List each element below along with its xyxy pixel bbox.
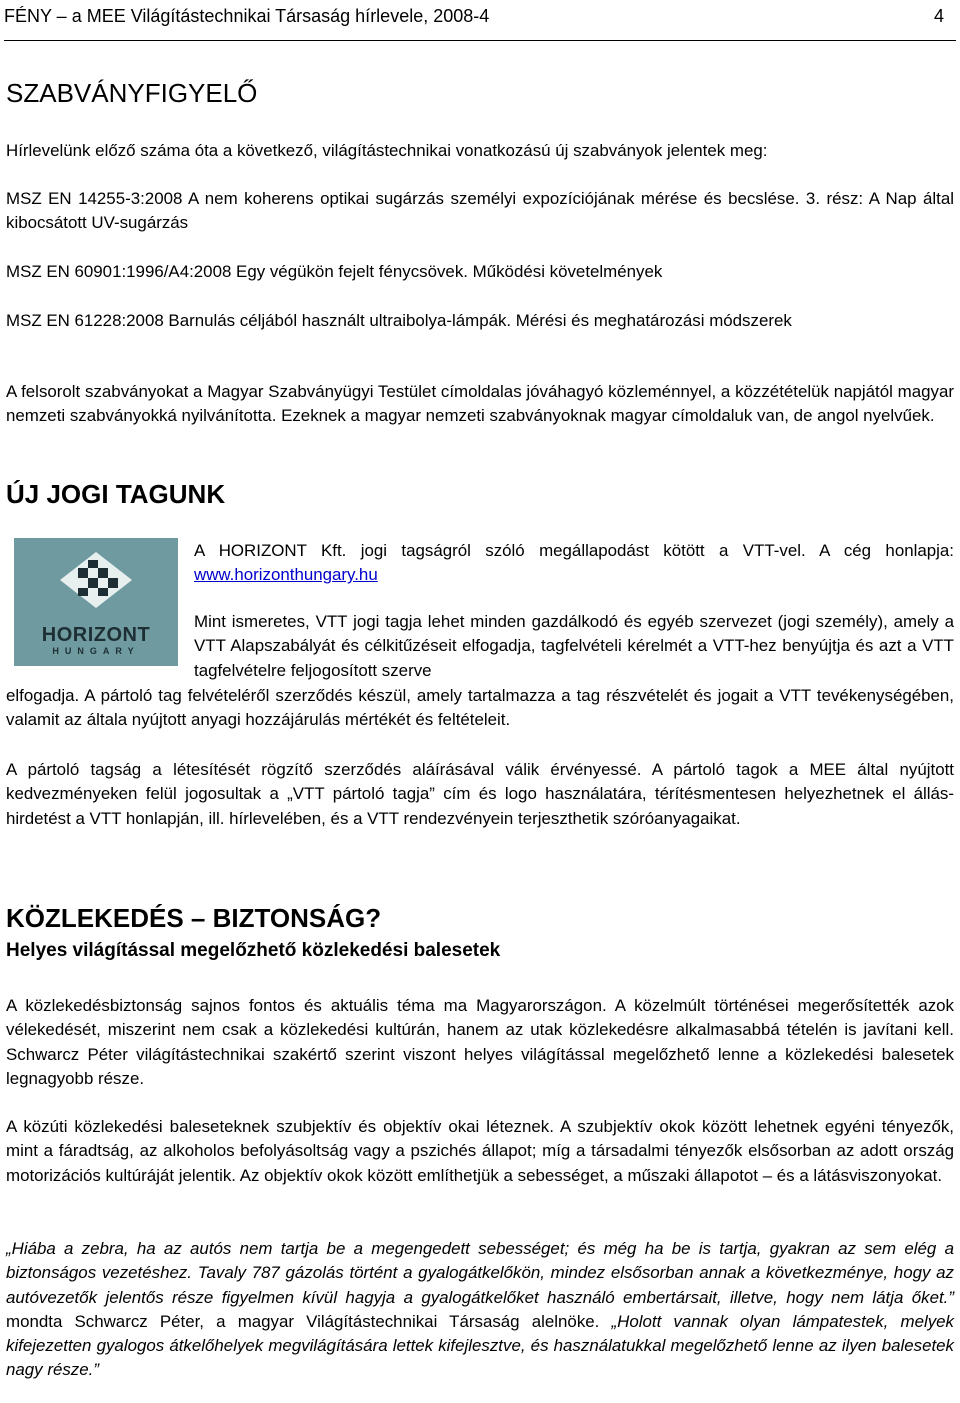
logo-wordmark: HORIZONT [41, 624, 151, 646]
membership-paragraph-continued: elfogadja. A pártoló tag felvételéről szerződés készül, amely tartalmazza a tag részvételét és jogait a VTT tevékenységében, valamit az általa nyújtott anyagi hozzájárulás mértékét és feltételeit. [6, 686, 954, 730]
section-heading-standards: SZABVÁNYFIGYELŐ [6, 78, 258, 108]
newsletter-title: FÉNY – a MEE Világítástechnikai Társaság hírlevele, 2008-4 [4, 6, 490, 26]
quote-text: „Holott vannak olyan lámpatestek, melyek kifejezetten gyalogos átkelőhelyek megvilágítására lettek kifejlesztve, és használatukkal megelőzhető lenne az ilyen balesetek nagy része.” [6, 1311, 954, 1380]
membership-paragraph-indented: Mint ismeretes, VTT jogi tagja lehet minden gazdálkodó és egyéb szervezet (jogi személy), amely a VTT Alapszabályát és célkitűzéseit elfogadja, tagfelvételi kérelmét a VTT-hez benyújtja és azt a VTT tagfelvételre feljogosított szerve [194, 612, 954, 680]
traffic-paragraph: A közúti közlekedési baleseteknek szubjektív és objektív okai léteznek. A szubjektív okok között lehetnek egyéni tényezők, mint a fáradtság, az alkoholos befolyásoltság vagy a pszichés állapot; míg a társadalmi tényezők elsősorban az adott ország motorizációs kultúráját jelentik. Az objektív okok között említhetjük a sebességet, a műszaki állapotot – és a látásviszonyokat. [6, 1117, 954, 1185]
quote-text: „Hiába a zebra, ha az autós nem tartja be a megengedett sebességet; és még ha be is tartja, gyakran az sem elég a biztonságos vezetéshez. Tavaly 787 gázolás történt a gyalogátkelőkön, mindez elsősorban annak a következménye, hogy az autóvezetők jelentős része figyelmen kívül hagyja a gyalogátkelőket használó embertársait, illetve, hogy nem látja őket.” [6, 1239, 954, 1307]
logo-mark-icon [14, 538, 178, 624]
logo-subtext: HUNGARY [52, 646, 140, 656]
quote-attribution: mondta Schwarcz Péter, a magyar Világítástechnikai Társaság alelnöke. [6, 1311, 612, 1331]
supporting-membership-paragraph: A pártoló tagság a létesítését rögzítő szerződés aláírásával válik érvényessé. A pártoló tagok a MEE által nyújtott kedvezményeken felül jogosultak a „VTT pártoló tagja” cím és logo használatára, térítésmentesen helyezhetnek el álláshirdetést a VTT honlapján, ill. hírlevelében, és a VTT rendezvényein terjeszthetik szóróanyagaikat. [6, 760, 954, 828]
quote-paragraph [6, 1237, 954, 1383]
standards-intro: Hírlevelünk előző száma óta a következő, világítástechnikai vonatkozású új szabványok jelentek meg: [6, 141, 768, 160]
section-heading-new-member: ÚJ JOGI TAGUNK [6, 479, 226, 509]
standards-closing: A felsorolt szabványokat a Magyar Szabványügyi Testület címoldalas jóváhagyó közleménnyel, a közzétételük napjától magyar nemzeti szabványokká nyilvánította. Ezeknek a magyar nemzeti szabványoknak magyar címoldaluk van, de angol nyelvűek. [6, 382, 954, 426]
standard-item: MSZ EN 61228:2008 Barnulás céljából használt ultraibolya-lámpák. Mérési és meghatározási módszerek [6, 311, 792, 330]
new-member-text: A HORIZONT Kft. jogi tagságról szóló megállapodást kötött a VTT-vel. A cég honlapja: [194, 541, 954, 560]
article-subheading: Helyes világítással megelőzhető közlekedési balesetek [6, 940, 501, 961]
section-heading-traffic: KÖZLEKEDÉS – BIZTONSÁG? [6, 903, 382, 933]
horizont-logo [14, 538, 178, 666]
page-header [4, 6, 956, 41]
standard-item: MSZ EN 60901:1996/A4:2008 Egy végükön fejelt fénycsövek. Működési követelmények [6, 262, 663, 281]
page-number: 4 [933, 6, 944, 26]
company-website-link[interactable]: www.horizonthungary.hu [194, 565, 378, 585]
traffic-paragraph: A közlekedésbiztonság sajnos fontos és aktuális téma ma Magyarországon. A közelmúlt történései megerősítették azok vélekedését, miszerint nem csak a közlekedési kultúrán, hanem az utak közlekedésre alkalmasabbá tételén is javítani kell. Schwarcz Péter világítástechnikai szakértő szerint viszont helyes világítással megelőzhető lenne a közlekedési balesetek legnagyobb része. [6, 996, 954, 1088]
standard-item: MSZ EN 14255-3:2008 A nem koherens optikai sugárzás személyi expozíciójának mérése és becslése. 3. rész: A Nap által kibocsátott UV-sugárzás [6, 189, 954, 233]
new-member-paragraph [194, 539, 954, 588]
